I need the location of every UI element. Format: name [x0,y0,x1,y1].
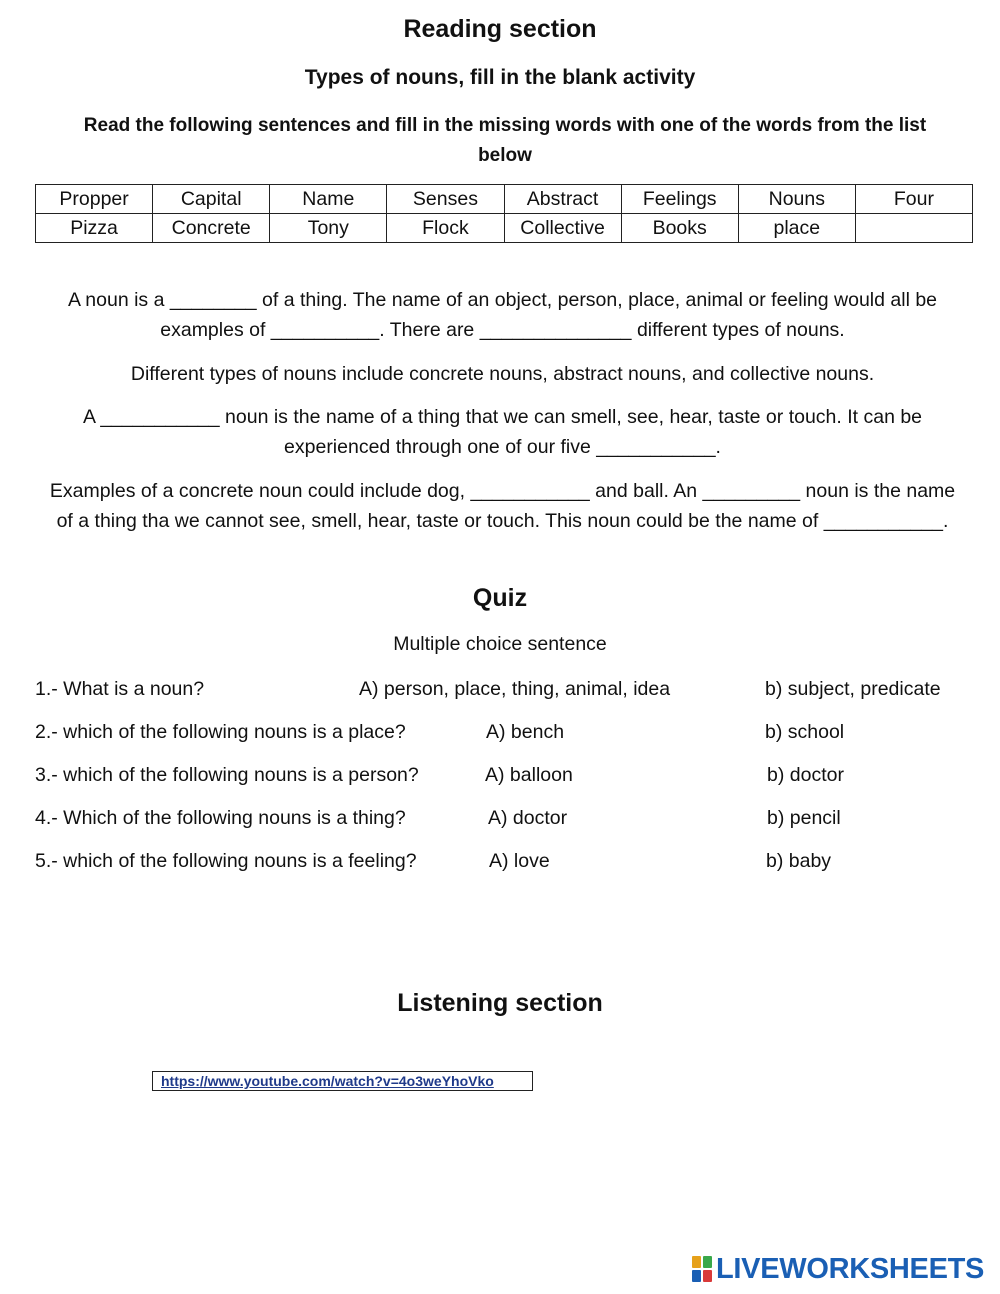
paragraph-noun-types: Different types of nouns include concrete nouns, abstract nouns, and collective nouns. [130,363,875,385]
word-cell: Four [855,185,972,214]
option-b[interactable]: b) school [765,721,845,743]
table-row [36,185,973,214]
word-cell: Name [270,185,387,214]
question-4: 4.- Which of the following nouns is a thing? [35,807,406,829]
word-cell: Feelings [621,185,738,214]
option-b[interactable]: b) pencil [767,807,841,829]
word-cell: place [738,214,855,243]
word-cell: Flock [387,214,504,243]
paragraph-abstract-noun: Examples of a concrete noun could include dog, ___________ and ball. An _________ noun is the name of a thing tha we cannot see, smell, hear, taste or touch. This noun could be the name of ___________. [49,480,956,532]
question-2: 2.- which of the following nouns is a place? [35,721,406,743]
option-a[interactable]: A) doctor [488,807,568,829]
word-cell [855,214,972,243]
listening-title: Listening section [397,989,603,1017]
word-cell: Pizza [36,214,153,243]
video-link-box [152,1071,533,1091]
option-a[interactable]: A) person, place, thing, animal, idea [359,678,671,700]
youtube-link[interactable]: https://www.youtube.com/watch?v=4o3weYhoVko [161,1073,494,1089]
brand-name: LIVEWORKSHEETS [716,1252,985,1285]
page-title: Reading section [403,15,597,43]
word-cell: Books [621,214,738,243]
question-3: 3.- which of the following nouns is a person? [35,764,419,786]
option-a[interactable]: A) balloon [485,764,573,786]
instructions: Read the following sentences and fill in the missing words with one of the words from the list below [83,115,927,166]
activity-subtitle: Types of nouns, fill in the blank activity [304,66,696,89]
table-row [36,214,973,243]
option-a[interactable]: A) love [489,850,550,872]
quiz-title: Quiz [472,584,528,612]
word-cell: Collective [504,214,621,243]
brand-logo [692,1253,984,1285]
word-cell: Senses [387,185,504,214]
word-cell: Concrete [153,214,270,243]
option-a[interactable]: A) bench [486,721,565,743]
paragraph-concrete-noun: A ___________ noun is the name of a thing that we can smell, see, hear, taste or touch. It can be experienced through one of our five ___________. [82,406,923,458]
option-b[interactable]: b) doctor [767,764,844,786]
liveworksheets-logo-icon [692,1256,712,1282]
word-cell: Nouns [738,185,855,214]
word-bank-table [35,184,973,243]
word-cell: Abstract [504,185,621,214]
question-1: 1.- What is a noun? [35,678,205,700]
word-cell: Propper [36,185,153,214]
word-cell: Tony [270,214,387,243]
word-cell: Capital [153,185,270,214]
question-5: 5.- which of the following nouns is a feeling? [35,850,417,872]
option-b[interactable]: b) subject, predicate [765,678,941,700]
paragraph-noun-definition: A noun is a ________ of a thing. The name of an object, person, place, animal or feeling would all be examples of __________. There are ______________ different types of nouns. [67,289,938,341]
option-b[interactable]: b) baby [766,850,832,872]
quiz-subtitle: Multiple choice sentence [393,633,607,655]
